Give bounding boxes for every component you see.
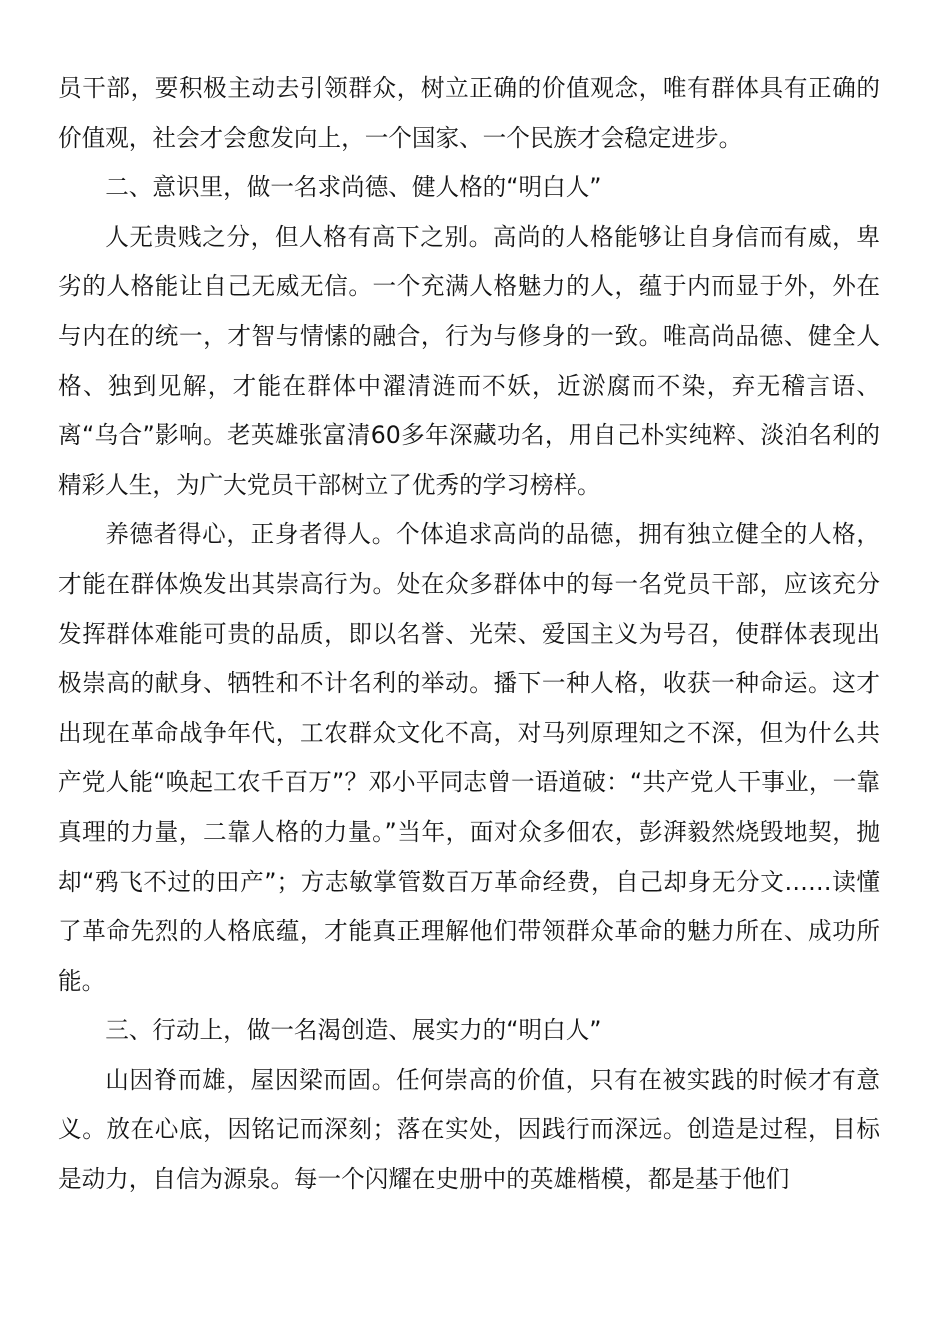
- document-page: [58, 64, 880, 1205]
- section-heading-2: 二、意识里，做一名求尚德、健人格的“明白人”: [105, 173, 602, 202]
- paragraph-body: 人无贵贱之分，但人格有高下之别。高尚的人格能够让自身信而有威，卑劣的人格能让自己无威无信。一个充满人格魅力的人，蕴于内而显于外，外在与内在的统一，才智与情愫的融合，行为与修身的一致。唯高尚品德、健全人格、独到见解，才能在群体中濯清涟而不妖，近淤腐而不染，弃无稽言语、离“乌合”影响。老英雄张富清60多年深藏功名，用自己朴实纯粹、淡泊名利的精彩人生，为广大党员干部树立了优秀的学习榜样。: [58, 222, 880, 499]
- paragraph-continuation: 员干部，要积极主动去引领群众，树立正确的价值观念，唯有群体具有正确的价值观，社会才会愈发向上，一个国家、一个民族才会稳定进步。: [58, 74, 880, 152]
- section-heading-3: 三、行动上，做一名渴创造、展实力的“明白人”: [105, 1016, 602, 1045]
- paragraph-body: 养德者得心，正身者得人。个体追求高尚的品德，拥有独立健全的人格，才能在群体焕发出其崇高行为。处在众多群体中的每一名党员干部，应该充分发挥群体难能可贵的品质，即以名誉、光荣、爱国主义为号召，使群体表现出极崇高的献身、牺牲和不计名利的举动。播下一种人格，收获一种命运。这才出现在革命战争年代，工农群众文化不高，对马列原理知之不深，但为什么共产党人能“唤起工农千百万”？邓小平同志曾一语道破：“共产党人干事业，一靠真理的力量，二靠人格的力量。”当年，面对众多佃农，彭湃毅然烧毁地契，抛却“鸦飞不过的田产”；方志敏掌管数百万革命经费，自己却身无分文……读懂了革命先烈的人格底蕴，才能真正理解他们带领群众革命的魅力所在、成功所能。: [58, 520, 880, 995]
- paragraph-body: 山因脊而雄，屋因梁而固。任何崇高的价值，只有在被实践的时候才有意义。放在心底，因铭记而深刻；落在实处，因践行而深远。创造是过程，目标是动力，自信为源泉。每一个闪耀在史册中的英雄楷模，都是基于他们: [58, 1065, 880, 1194]
